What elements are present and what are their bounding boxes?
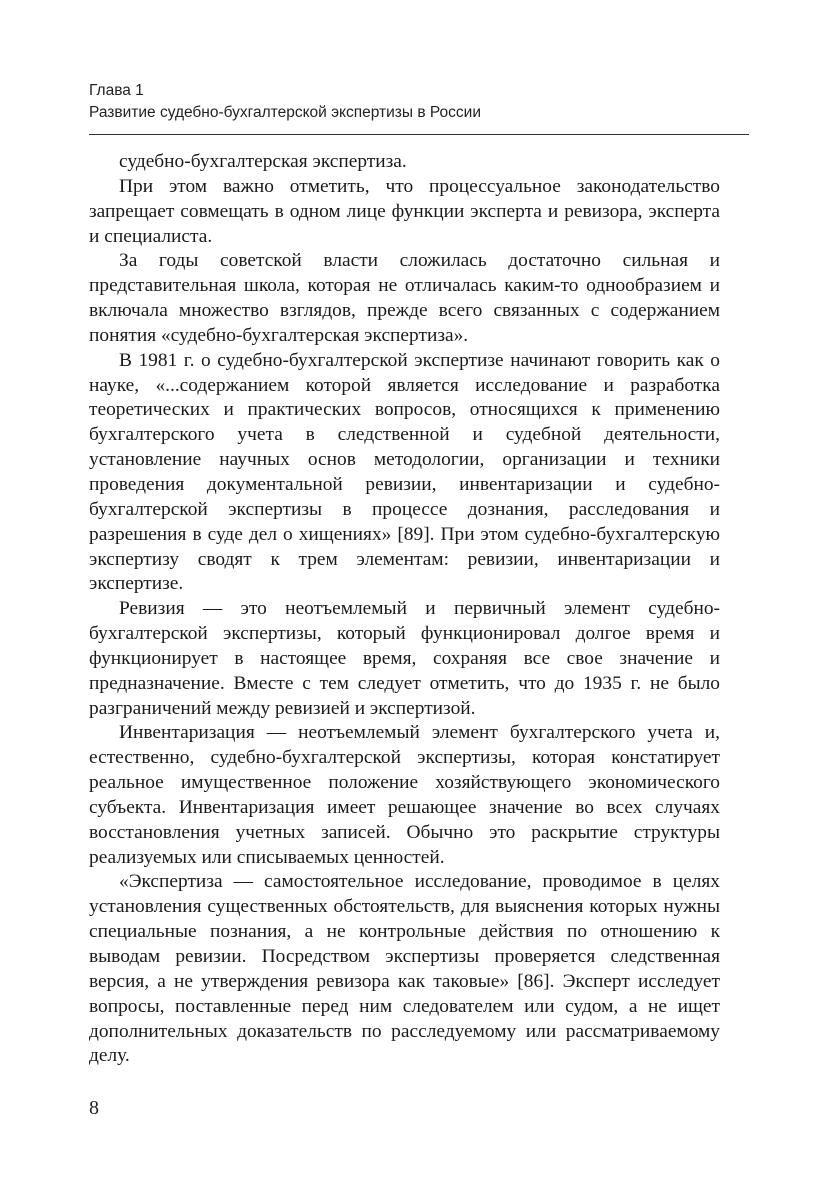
header-divider <box>89 134 749 135</box>
paragraph: Инвентаризация — неотъемлемый элемент бухгалтерского учета и, естественно, судебно-бухгалтерской экспертизы, которая констатирует реальное имущественное положение хозяйствующего экономического субъекта. Инвентаризация имеет решающее значение во всех случаях восстановления учетных записей. Обычно это раскрытие структуры реализуемых или списываемых ценностей. <box>89 722 720 868</box>
paragraph: Ревизия — это неотъемлемый и первичный элемент судебно-бухгалтерской экспертизы, который функционировал долгое время и функционирует в настоящее время, сохраняя все свое значение и предназначение. Вместе с тем следует отметить, что до 1935 г. не было разграничений между ревизией и экспертизой. <box>89 598 720 719</box>
running-header <box>89 80 749 124</box>
chapter-title: Развитие судебно-бухгалтерской экспертизы в России <box>89 104 481 121</box>
chapter-label: Глава 1 <box>89 82 144 99</box>
paragraph: «Экспертиза — самостоятельное исследование, проводимое в целях установления существенных обстоятельств, для выяснения которых нужны специальные познания, а не контрольные действия по отношению к выводам ревизии. Посредством экспертизы проверяется следственная версия, а не утверждения ревизора как таковые» [86]. Эксперт исследует вопросы, поставленные перед ним следователем или судом, а не ищет дополнительных доказательств по расследуемому или рассматриваемому делу. <box>89 871 720 1067</box>
paragraph: За годы советской власти сложилась достаточно сильная и представительная школа, которая не отличалась каким-то однообразием и включала множество взглядов, прежде всего связанных с содержанием понятия «судебно-бухгалтерская экспертиза». <box>89 250 720 346</box>
paragraph: В 1981 г. о судебно-бухгалтерской экспертизе начинают говорить как о науке, «...содержанием которой является исследование и разработка теоретических и практических вопросов, относящихся к применению бухгалтерского учета в следственной и судебной деятельности, установление научных основ методологии, организации и техники проведения документальной ревизии, инвентаризации и судебно-бухгалтерской экспертизы в процессе дознания, расследования и разрешения в суде дел о хищениях» [89]. При этом судебно-бухгалтерскую экспертизу сводят к трем элементам: ревизии, инвентаризации и экспертизе. <box>89 349 720 595</box>
body-text <box>89 150 720 1069</box>
paragraph-continuation: судебно-бухгалтерская экспертиза. <box>119 151 407 172</box>
page-number: 8 <box>89 1097 99 1119</box>
paragraph: При этом важно отметить, что процессуальное законодательство запрещает совмещать в одном лице функции эксперта и ревизора, эксперта и специалиста. <box>89 175 720 247</box>
